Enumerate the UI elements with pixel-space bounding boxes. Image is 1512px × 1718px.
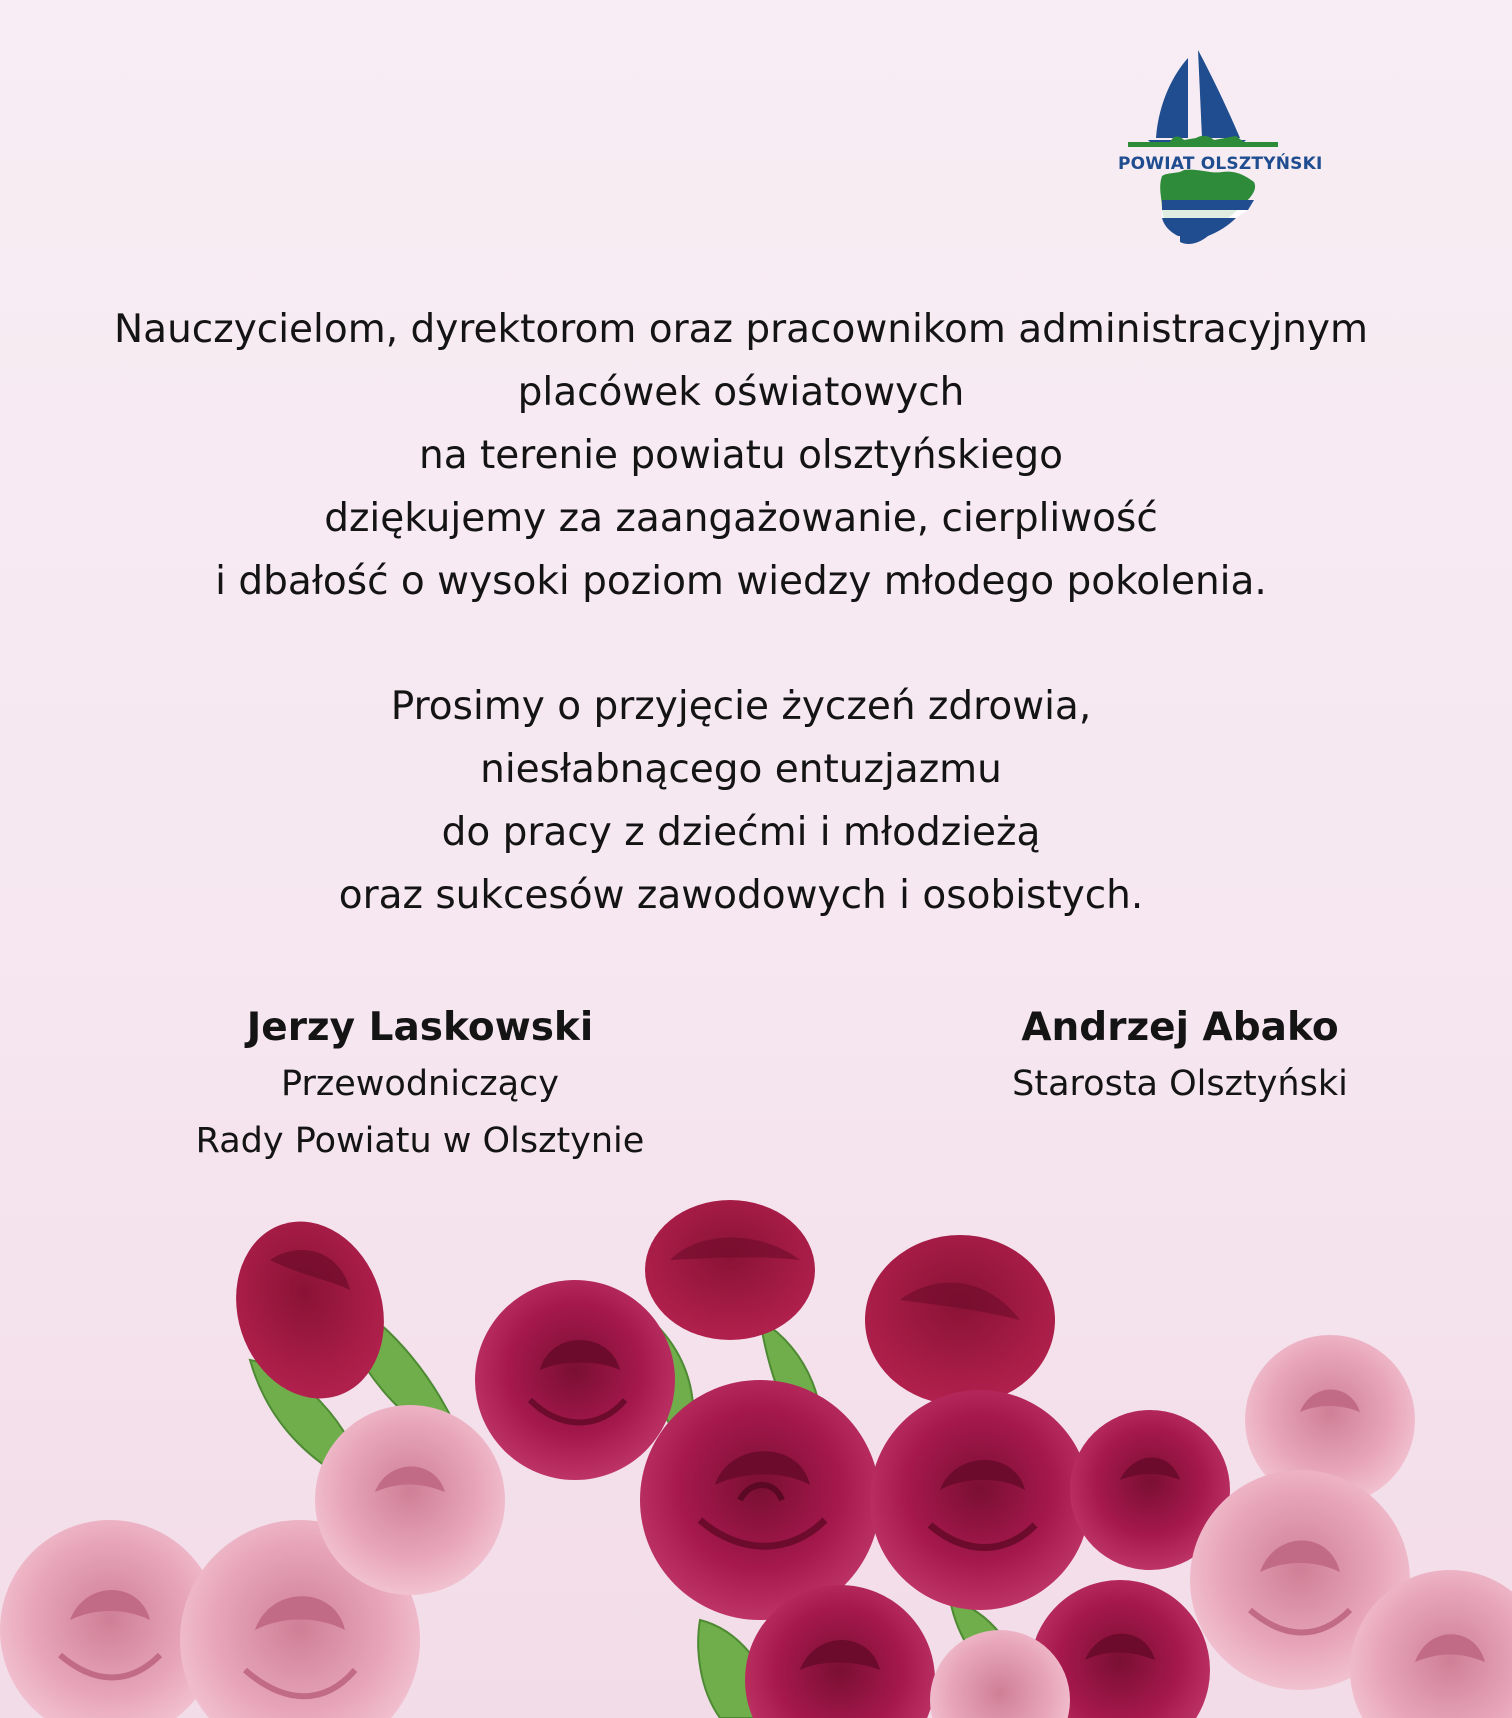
signature-left: [150, 1000, 690, 1170]
greeting-line: i dbałość o wysoki poziom wiedzy młodego pokolenia.: [215, 559, 1267, 604]
signature-title: Rady Powiatu w Olsztynie: [195, 1121, 645, 1161]
powiat-logo: [1118, 50, 1323, 256]
greeting-line: Nauczycielom, dyrektorom oraz pracownikom administracyjnym: [114, 307, 1368, 352]
signature-name: Andrzej Abako: [1021, 1005, 1339, 1050]
signature-title: Starosta Olsztyński: [1012, 1064, 1348, 1104]
roses-bouquet-image: [0, 1200, 1512, 1718]
greeting-line: dziękujemy za zaangażowanie, cierpliwość: [324, 496, 1158, 541]
signature-name: Jerzy Laskowski: [246, 1005, 594, 1050]
greeting-line: Prosimy o przyjęcie życzeń zdrowia,: [390, 684, 1092, 729]
greeting-paragraph-1: [60, 298, 1422, 613]
logo-text: POWIAT OLSZTYŃSKI: [1118, 154, 1323, 174]
greeting-paragraph-2: [60, 675, 1422, 927]
greeting-line: placówek oświatowych: [517, 370, 965, 415]
greeting-line: oraz sukcesów zawodowych i osobistych.: [338, 873, 1144, 918]
greeting-line: do pracy z dziećmi i młodzieżą: [441, 810, 1041, 855]
signature-right: [960, 1000, 1400, 1113]
greeting-line: niesłabnącego entuzjazmu: [480, 747, 1002, 792]
sailboat-map-icon: [1118, 50, 1323, 256]
greeting-line: na terenie powiatu olsztyńskiego: [419, 433, 1063, 478]
signature-title: Przewodniczący: [281, 1064, 559, 1104]
